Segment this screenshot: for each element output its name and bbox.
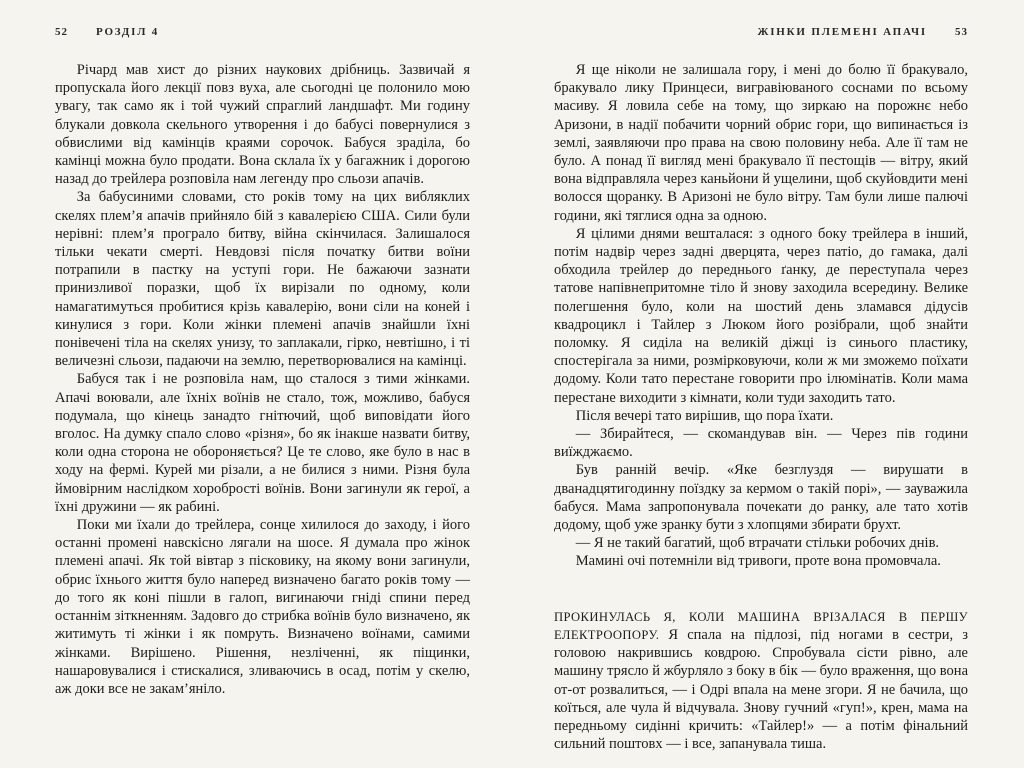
- paragraph: — Я не такий багатий, щоб втрачати стільки робочих днів.: [575, 535, 940, 552]
- running-title-left: РОЗДІЛ 4: [96, 26, 160, 38]
- paragraph: Поки ми їхали до трейлера, сонце хилилося до заходу, і його останні промені навскісно лягали на шосе. Я думала про жінок племені апачі. Як той вівтар з пісковику, на якому вони загинули, обрис їхнього життя було наперед визначено багато років тому — до того як коні пішли в галоп, вигинаючи гніді спини перед останнім зіткненням. Задовго до стрибка воїнів було визначено, як житимуть ті жінки і як помруть. Визначено воїнами, самими жінками. Вирішено. Рішення, незліченні, як піщинки, нашаровувалися і стискалися, зливаючись в осад, потім у скелю, аж доки все не закам’яніло.: [55, 517, 470, 697]
- paragraph: Я ще ніколи не залишала гору, і мені до болю її бракувало, бракувало лику Принцеси, вигравіюваного соснами по всьому масиву. Я ловила себе на тому, що зиркаю на порожнє небо Аризони, в надії побачити чорний обрис гори, що випинається із землі, заявляючи про права на свою половину неба. Але її там не було. А понад її вигляд мені бракувало її пестощів — вітру, який вона відправляла через каньйони й ущелини, щоб скуйовдити мені волосся щоранку. В Аризоні не було вітру. Там були лише палючі години, які тяглися одна за одною.: [554, 62, 968, 224]
- paragraph: Я цілими днями вешталася: з одного боку трейлера в інший, потім надвір через задні дверцята, через патіо, до гамака, далі обходила трейлер до переднього ґанку, де переступала через татове напівнепритомне тіло й знову заходила всередину. Велике полегшення було, коли на шостий день зламався дідусів квадроцикл і Тайлер з Люком його розібрали, щоб знайти поломку. Я сиділа на великій діжці із синього пластику, спостерігала за ними, розмірковуючи, коли ж ми зможемо поїхати додому. Коли тато перестане говорити про ілюмінатів. Коли мама перестане виходити з кімнати, коли туди заходить тато.: [554, 225, 968, 406]
- page-number-right: 53: [955, 26, 968, 38]
- page-right: [512, 0, 1024, 768]
- running-title-right: ЖІНКИ ПЛЕМЕНІ АПАЧІ: [757, 26, 927, 38]
- paragraph: За бабусиними словами, сто років тому на цих вибляклих скелях плем’я апачів прийняло бій з кавалерією США. Сили були нерівні: плем’я програло битву, війна скінчилася. Залишалося тільки чекати смерті. Невдовзі після початку битви воїни потрапили в пастку на уступі гори. Не бажаючи зазнати принизливої поразки, щоб їх вирізали по одному, коли намагатимуться пробитися крізь кавалерію, вони сіли на коней і кинулися з гори. Коли жінки племені апачів знайшли їхні понівечені тіла на скелях унизу, то заплакали, гірко, невтішно, і ті величезні сльози, падаючи на землю, перетворювалися на камінці.: [55, 189, 470, 370]
- paragraph: Річард мав хист до різних наукових дрібниць. Зазвичай я пропускала його лекції повз вуха, але сьогодні це полонило мою увагу, так само як і той чужий спраглий ландшафт. Ми годину блукали довкола скельного утворення і до бабусі повернулися з обвислими від камінців краями сорочок. Бабуся зраділа, бо камінці можна було продати. Вона склала їх у багажник і дорогою назад до трейлера розповіла нам легенду про сльози апачів.: [55, 62, 470, 188]
- paragraph: Мамині очі потемніли від тривоги, проте вона промовчала.: [575, 553, 941, 570]
- section-lead-text: ПРОКИНУЛАСЬ Я, КОЛИ МАШИНА ВРІЗАЛАСЯ В ПЕРШУ ЕЛЕКТРООПОРУ.: [554, 609, 968, 642]
- page-body-right: [554, 61, 968, 753]
- paragraph: Був ранній вечір. «Яке безглуздя — вирушати в дванадцятигодинну поїздку за кермом о такій порі», — зауважила бабуся. Мама запропонувала почекати до ранку, але тато хотів додому, щоб уже зранку бути з хлопцями збирати брухт.: [554, 462, 968, 534]
- page-number-left: 52: [55, 26, 68, 38]
- running-head-right: [554, 26, 968, 38]
- paragraph: ПРОКИНУЛАСЬ Я, КОЛИ МАШИНА ВРІЗАЛАСЯ В ПЕРШУ ЕЛЕКТРООПОРУ. Я спала на підлозі, під ногами в сестри, з головою накрившись ковдрою. Спробувала сісти рівно, але машину трясло й жбурляло з боку в бік — було враження, що вона от-от розвалиться, — і Одрі впала на мене згори. Я не бачила, що коїться, але чула й відчувала. Знову гучний «гуп!», крен, мама на передньому сидінні кричить: «Тайлер!» — а потім фінальний сильний поштовх — і все, запанувала тиша.: [554, 609, 968, 753]
- page-body-left: [55, 61, 470, 698]
- paragraph: Бабуся так і не розповіла нам, що сталося з тими жінками. Апачі воювали, але їхніх воїнів не стало, тож, можливо, бабуся подумала, що кінець занадто гнітючий, щоб виповідати його вголос. На думку спало слово «різня», бо як інакше назвати битву, коли одна сторона не обороняється? Це те слово, яке було в нас в ходу на фермі. Курей ми різали, а не билися з ними. Різня була ймовірним наслідком хоробрості воїнів. Вони загинули як герої, а їхні дружини — як рабині.: [55, 371, 470, 515]
- paragraph: — Збирайтеся, — скомандував він. — Через пів години виїжджаємо.: [554, 426, 968, 461]
- paragraph: Після вечері тато вирішив, що пора їхати.: [575, 407, 834, 424]
- running-head-left: [55, 26, 470, 38]
